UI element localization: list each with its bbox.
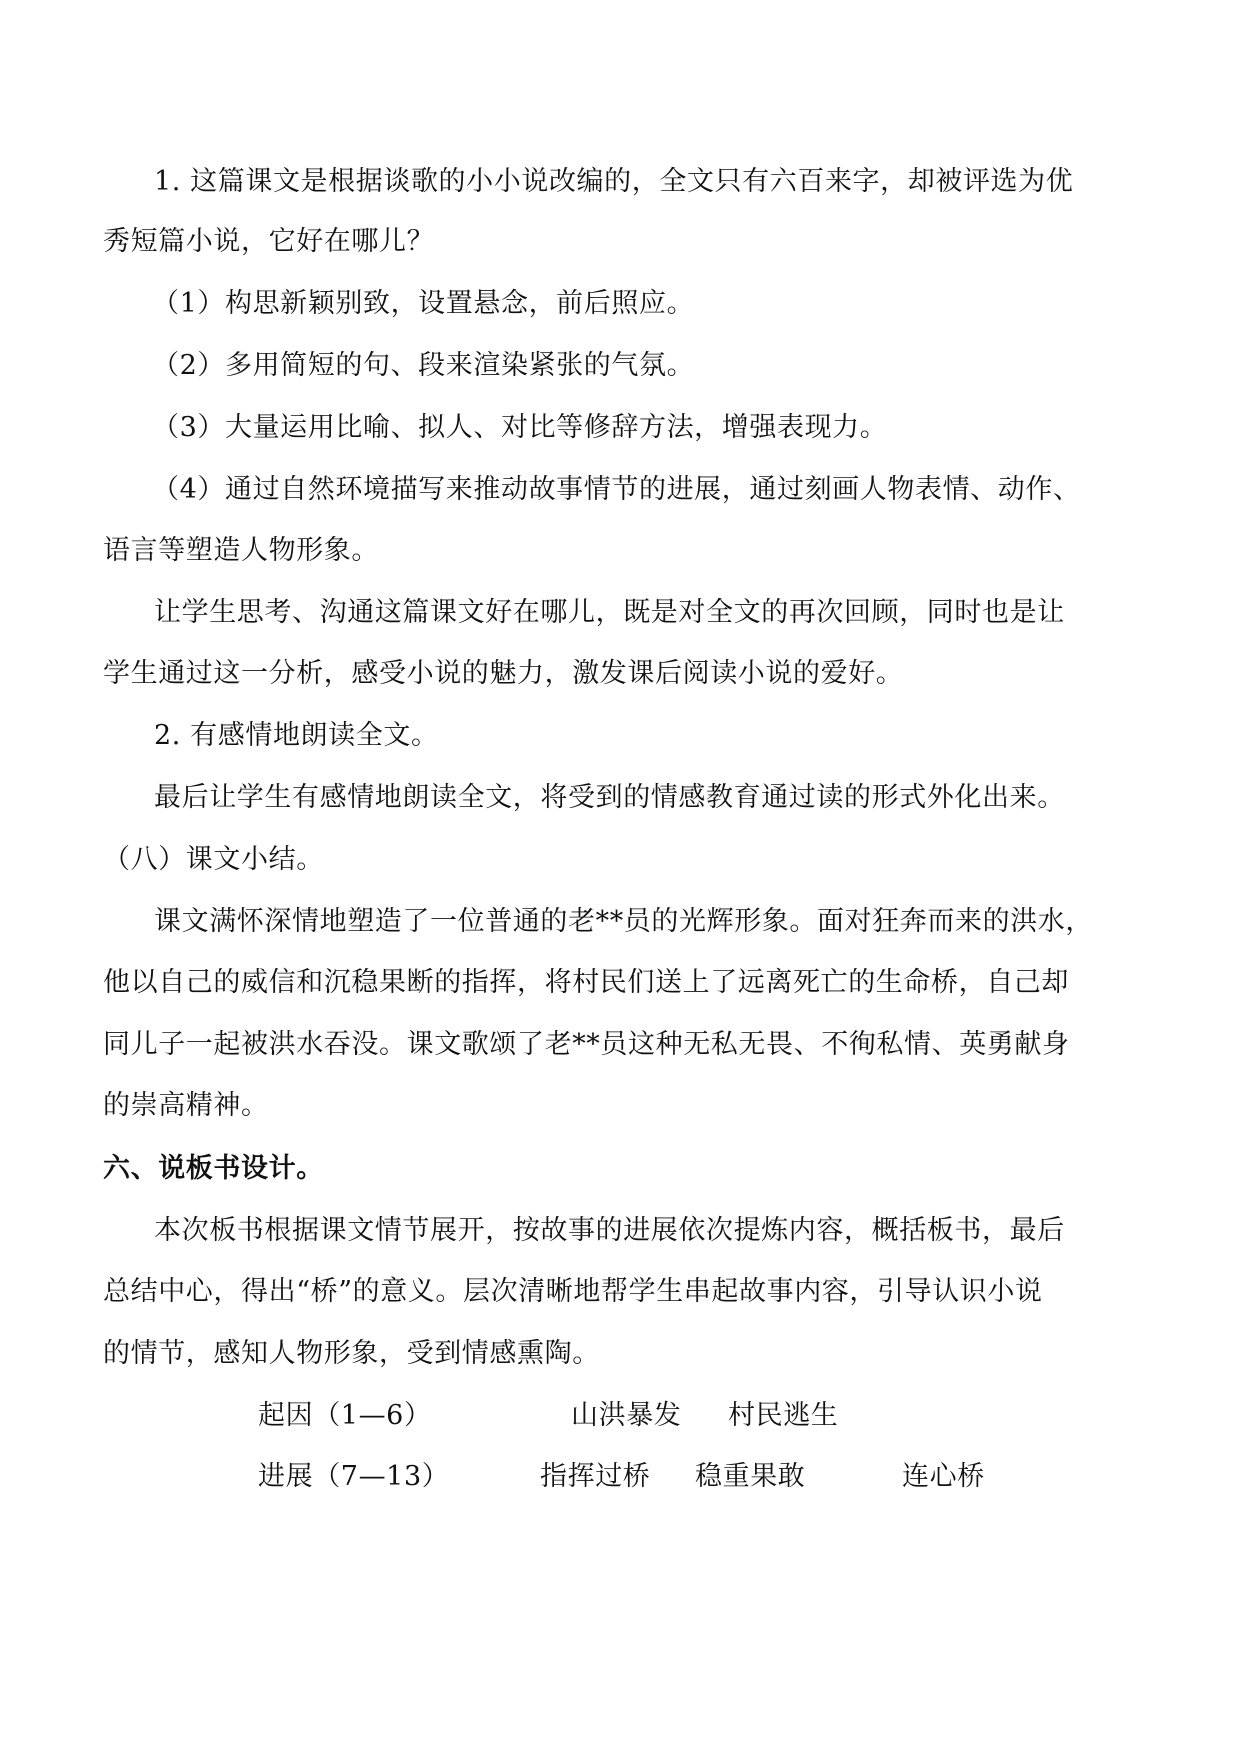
- paragraph-line: 总结中心，得出“桥”的意义。层次清晰地帮学生串起故事内容，引导认识小说: [103, 1276, 1043, 1307]
- paragraph-line: 秀短篇小说，它好在哪儿？: [103, 226, 435, 257]
- paragraph-line: 2. 有感情地朗读全文。: [154, 720, 439, 751]
- board-detail: 稳重果敢: [695, 1461, 806, 1492]
- paragraph-line: 课文满怀深情地塑造了一位普通的老**员的光辉形象。面对狂奔而来的洪水，: [154, 906, 1093, 937]
- paragraph-line: 的情节，感知人物形象，受到情感熏陶。: [103, 1338, 600, 1369]
- list-item: （2）多用简短的句、段来渲染紧张的气氛。: [152, 350, 695, 381]
- section-title: （八）课文小结。: [103, 844, 324, 875]
- paragraph-line: 同儿子一起被洪水吞没。课文歌颂了老**员这种无私无畏、不徇私情、英勇献身: [103, 1029, 1070, 1060]
- list-item: （1）构思新颖别致，设置悬念，前后照应。: [152, 288, 695, 319]
- list-item: （3）大量运用比喻、拟人、对比等修辞方法，增强表现力。: [152, 412, 888, 443]
- paragraph-line: 学生通过这一分析，感受小说的魅力，激发课后阅读小说的爱好。: [103, 658, 904, 689]
- board-stage: 起因（1—6）: [258, 1400, 432, 1431]
- board-event: 指挥过桥: [540, 1461, 651, 1492]
- board-detail: 村民逃生: [728, 1400, 839, 1431]
- paragraph-line: 1. 这篇课文是根据谈歌的小小说改编的，全文只有六百来字，却被评选为优: [154, 166, 1074, 197]
- paragraph-line: 语言等塑造人物形象。: [103, 535, 379, 566]
- board-event: 山洪暴发: [571, 1400, 682, 1431]
- paragraph-line: 他以自己的威信和沉稳果断的指挥，将村民们送上了远离死亡的生命桥，自己却: [103, 967, 1069, 998]
- paragraph-line: 最后让学生有感情地朗读全文，将受到的情感教育通过读的形式外化出来。: [154, 782, 1065, 813]
- paragraph-line: 本次板书根据课文情节展开，按故事的进展依次提炼内容，概括板书，最后: [154, 1215, 1065, 1246]
- board-theme: 连心桥: [902, 1461, 985, 1492]
- board-stage: 进展（7—13）: [258, 1461, 450, 1492]
- list-item: （4）通过自然环境描写来推动故事情节的进展，通过刻画人物表情、动作、: [152, 474, 1081, 505]
- section-heading: 六、说板书设计。: [103, 1153, 324, 1184]
- paragraph-line: 的崇高精神。: [103, 1090, 269, 1121]
- paragraph-line: 让学生思考、沟通这篇课文好在哪儿，既是对全文的再次回顾，同时也是让: [154, 597, 1065, 628]
